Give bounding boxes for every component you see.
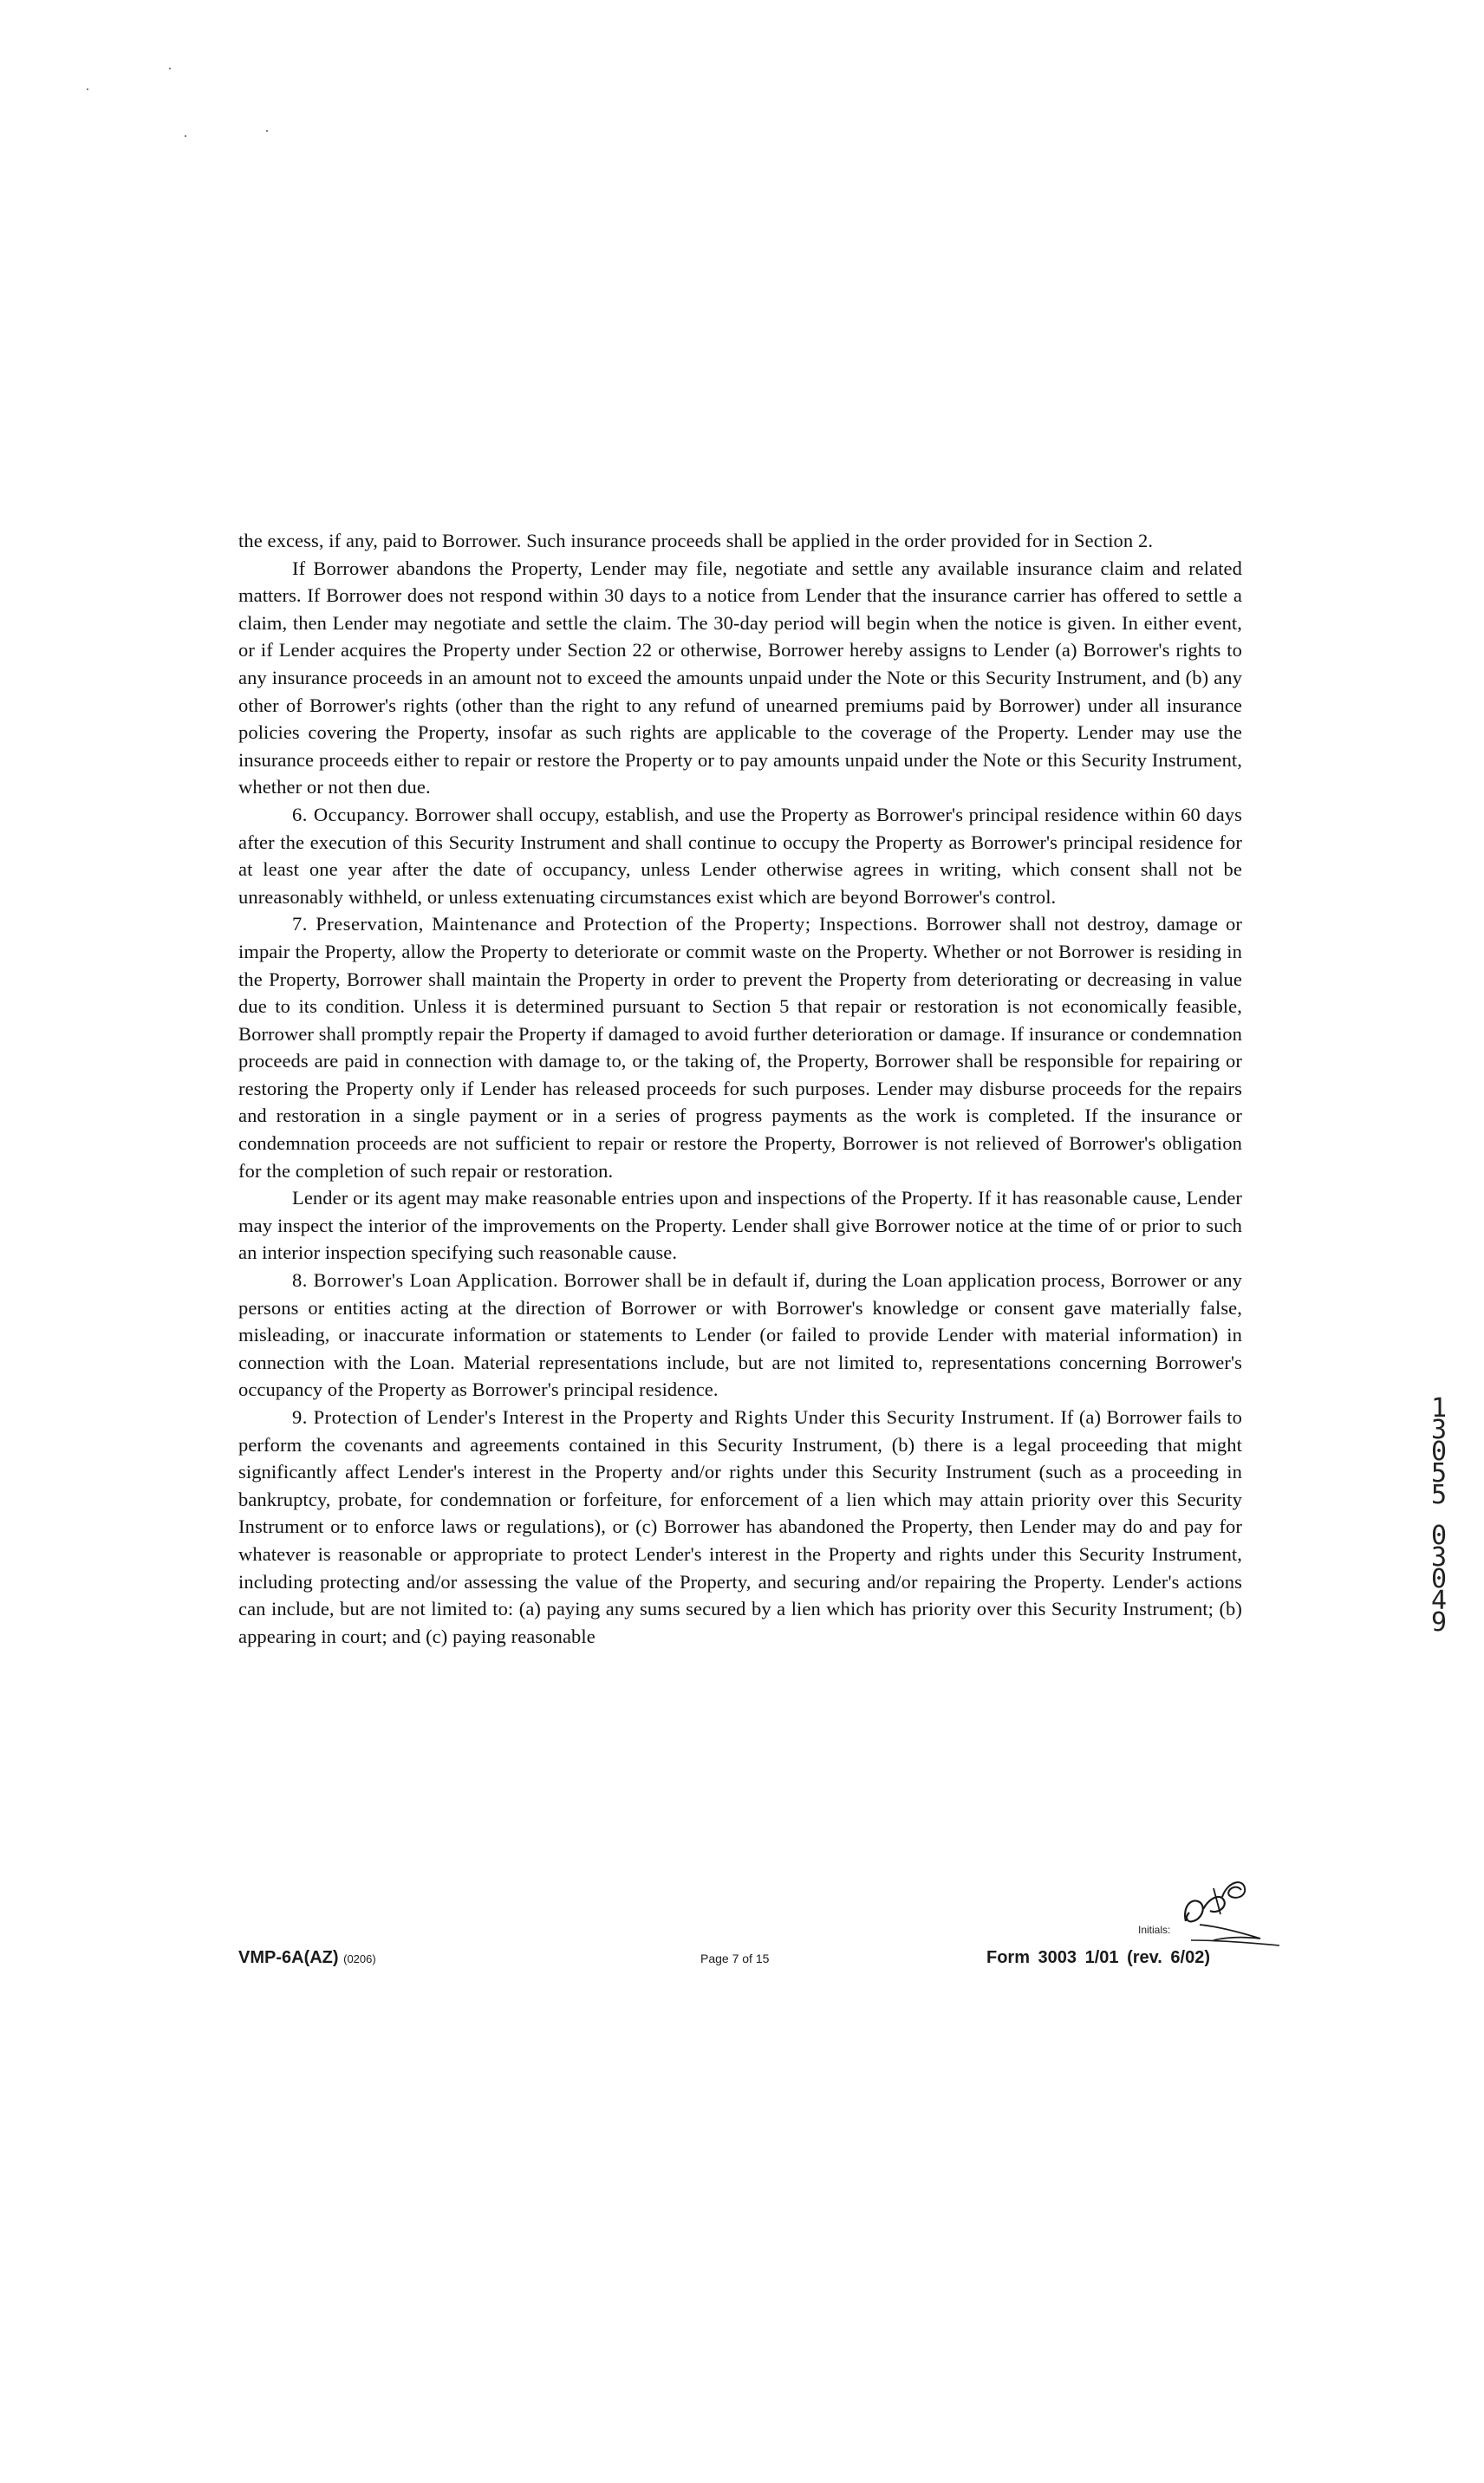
paragraph-text: Borrower shall not destroy, damage or impair the Property, allow the Property to deteriorate or commit waste on the Property. Whether or not Borrower is residing in the Property, Borrower shall maintain the Property in order to prevent the Property from deteriorating or decreasing in value due to its condition. Unless it is determined pursuant to Section 5 that repair or restoration is not economically feasible, Borrower shall promptly repair the Property if damaged to avoid further deterioration or damage. If insurance or condemnation proceeds are paid in connection with damage to, or the taking of, the Property, Borrower shall be responsible for repairing or restoring the Property only if Lender has released proceeds for such purposes. Lender may disburse proceeds for the repairs and restoration in a single payment or in a series of progress payments as the work is completed. If the insurance or condemnation proceeds are not sufficient to repair or restore the Property, Borrower is not relieved of Borrower's obligation for the completion of such repair or restoration.: [238, 913, 1242, 1182]
stamp-digit: 9: [1430, 1607, 1448, 1638]
section-heading: 6. Occupancy.: [292, 803, 410, 825]
stamp-digit: 5: [1430, 1480, 1448, 1510]
stamp-digit: 0: [1430, 1521, 1448, 1551]
scan-speck: [185, 135, 186, 137]
scan-speck: [266, 130, 268, 132]
paragraph-section5-end: [238, 527, 1242, 555]
paragraph-text: If (a) Borrower fails to perform the covenants and agreements contained in this Security Instrument, (b) there is a legal proceeding that might significantly affect Lender's interest in the Property and/or rights under this Security Instrument (such as a proceeding in bankruptcy, probate, for condemnation or forfeiture, for enforcement of a lien which may attain priority over this Security Instrument or to enforce laws or regulations), or (c) Borrower has abandoned the Property, then Lender may do and pay for whatever is reasonable or appropriate to protect Lender's interest in the Property and rights under this Security Instrument, including protecting and/or assessing the value of the Property, and securing and/or repairing the Property. Lender's actions can include, but are not limited to: (a) paying any sums secured by a lien which has priority over this Security Instrument; (b) appearing in court; and (c) paying reasonable: [238, 1406, 1243, 1647]
section-heading: 8. Borrower's Loan Application.: [292, 1269, 559, 1292]
section-heading: 7. Preservation, Maintenance and Protection of the Property; Inspections.: [292, 913, 919, 935]
footer-form-code: [238, 1948, 376, 1968]
form-number: Form 3003 1/01 (rev. 6/02): [986, 1948, 1210, 1967]
paragraph-text: Borrower shall be in default if, during the Loan application process, Borrower or any persons or entities acting at the direction of Borrower or with Borrower's knowledge or consent gave materially false, misleading, or inaccurate information or statements to Lender (or failed to provide Lender with material information) in connection with the Loan. Material representations include, but are not limited to, representations concerning Borrower's occupancy of the Property as Borrower's principal residence.: [238, 1269, 1242, 1401]
paragraph-abandonment: [238, 555, 1242, 801]
paragraph-section-7-preservation: [238, 910, 1242, 1184]
paragraph-section-9-protection: [238, 1404, 1242, 1650]
form-code-suffix: (0206): [343, 1952, 376, 1965]
scan-speck: [169, 68, 171, 69]
stamp-digit: 4: [1430, 1586, 1448, 1616]
document-body: [238, 527, 1242, 1650]
paragraph-section-6-occupancy: [238, 801, 1242, 910]
paragraph-text: Lender or its agent may make reasonable entries upon and inspections of the Property. If it has reasonable cause, Lender may inspect the interior of the improvements on the Property. Lender shall give Borrower notice at the time of or prior to such an interior inspection specifying such reasonable cause.: [238, 1187, 1242, 1264]
scan-speck: [87, 88, 88, 90]
recording-number-stamp: [1422, 1393, 1456, 1638]
stamp-digit: 5: [1430, 1458, 1448, 1489]
stamp-digit: 3: [1430, 1415, 1448, 1445]
paragraph-inspections: [238, 1184, 1242, 1267]
paragraph-text: Borrower shall occupy, establish, and use the Property as Borrower's principal residence within 60 days after the execution of this Security Instrument and shall continue to occupy the Property as Borrower's principal residence for at least one year after the date of occupancy, unless Lender otherwise agrees in writing, which consent shall not be unreasonably withheld, or unless extenuating circumstances exist which are beyond Borrower's control.: [238, 803, 1242, 908]
paragraph-text: If Borrower abandons the Property, Lender may file, negotiate and settle any available insurance claim and related matters. If Borrower does not respond within 30 days to a notice from Lender that the insurance carrier has offered to settle a claim, then Lender may negotiate and settle the claim. The 30-day period will begin when the notice is given. In either event, or if Lender acquires the Property under Section 22 or otherwise, Borrower hereby assigns to Lender (a) Borrower's rights to any insurance proceeds in an amount not to exceed the amounts unpaid under the Note or this Security Instrument, and (b) any other of Borrower's rights (other than the right to any refund of unearned premiums paid by Borrower) under all insurance policies covering the Property, insofar as such rights are applicable to the coverage of the Property. Lender may use the insurance proceeds either to repair or restore the Property or to pay amounts unpaid under the Note or this Security Instrument, whether or not then due.: [238, 557, 1242, 798]
form-code: VMP-6A(AZ): [238, 1948, 339, 1967]
stamp-digit: 0: [1430, 1564, 1448, 1594]
paragraph-section-8-loan-application: [238, 1267, 1242, 1404]
section-heading: 9. Protection of Lender's Interest in the Property and Rights Under this Security Instrument.: [292, 1406, 1055, 1428]
stamp-digit: 1: [1430, 1393, 1448, 1424]
stamp-digit: 0: [1430, 1437, 1448, 1467]
stamp-digit: 3: [1430, 1542, 1448, 1573]
initials-signature: [1130, 1871, 1286, 1949]
paragraph-text: the excess, if any, paid to Borrower. Such insurance proceeds shall be applied in the order provided for in Section 2.: [238, 530, 1154, 551]
initials-label: Initials:: [1138, 1924, 1171, 1936]
page-number: Page 7 of 15: [700, 1952, 770, 1965]
